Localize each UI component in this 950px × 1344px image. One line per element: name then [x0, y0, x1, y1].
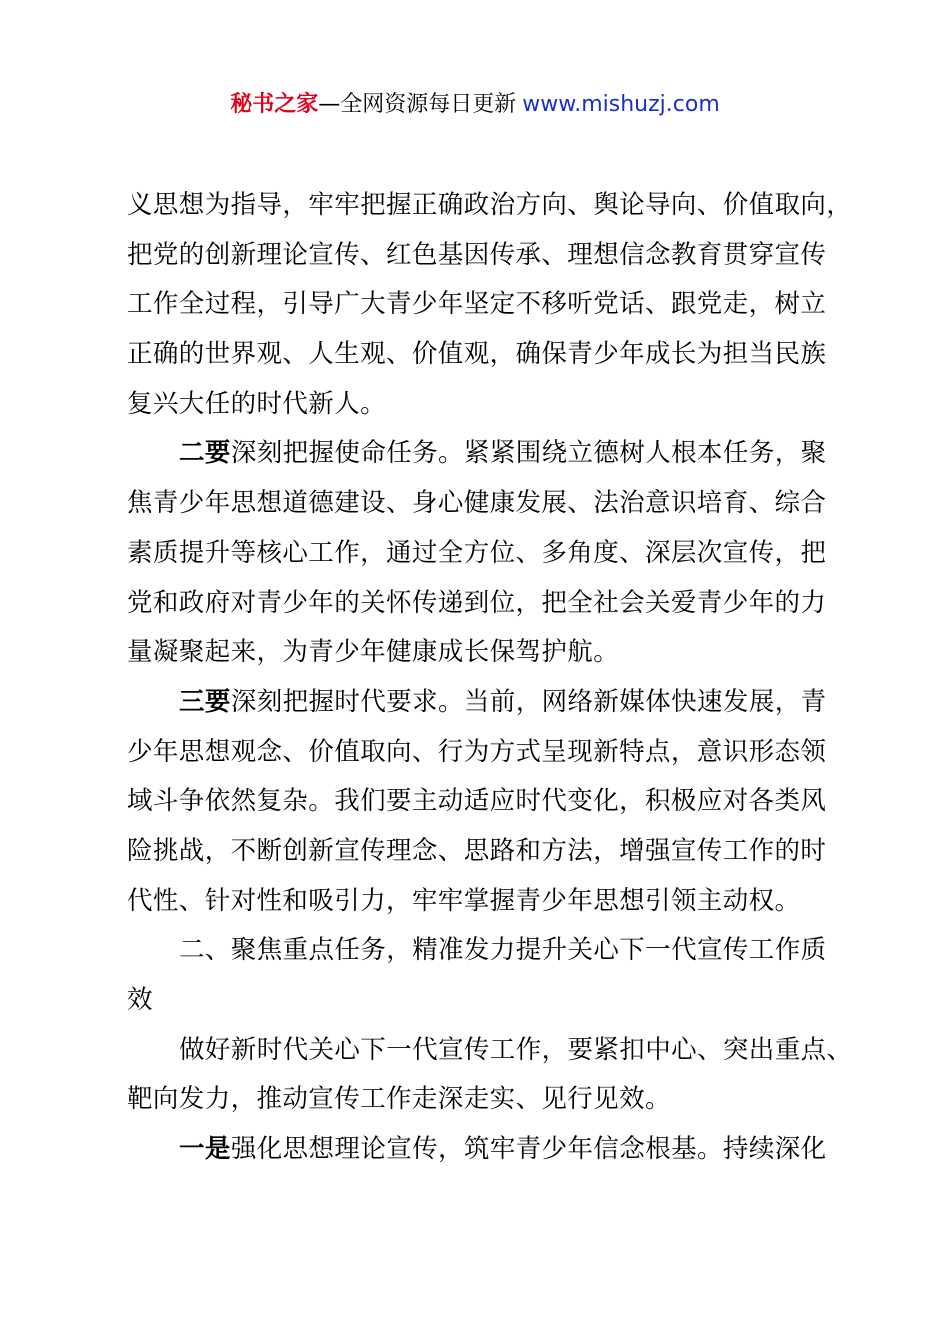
paragraph-lead: 二要: [179, 438, 231, 469]
document-body: [127, 181, 853, 1175]
section-heading-line: 效: [127, 985, 153, 1015]
text-line: 靶向发力，推动宣传工作走深走实、见行见效。: [127, 1084, 671, 1115]
text-line: 焦青少年思想道德建设、身心健康发展、法治意识培育、综合: [127, 488, 827, 519]
paragraph-start-line: 做好新时代关心下一代宣传工作，要紧扣中心、突出重点、: [179, 1034, 853, 1065]
text-line: 工作全过程，引导广大青少年坚定不移听党话、跟党走，树立: [127, 289, 827, 320]
paragraph-start-line: 一是强化思想理论宣传，筑牢青少年信念根基。持续深化: [179, 1134, 827, 1165]
text-line: 素质提升等核心工作，通过全方位、多角度、深层次宣传，把: [127, 537, 827, 568]
site-url-link[interactable]: www.mishuzj.com: [522, 92, 720, 117]
paragraph-start-line: 三要深刻把握时代要求。当前，网络新媒体快速发展，青: [179, 686, 827, 717]
text-line: 险挑战，不断创新宣传理念、思路和方法，增强宣传工作的时: [127, 835, 827, 866]
section-heading-line: 二、聚焦重点任务，精准发力提升关心下一代宣传工作质: [179, 935, 827, 966]
text-line: 量凝聚起来，为青少年健康成长保驾护航。: [127, 637, 620, 668]
page-header: [0, 88, 950, 122]
text-line: 代性、针对性和吸引力，牢牢掌握青少年思想引领主动权。: [127, 885, 801, 916]
text-line: 党和政府对青少年的关怀传递到位，把全社会关爱青少年的力: [127, 587, 827, 618]
text-line: 少年思想观念、价值取向、行为方式呈现新特点，意识形态领: [127, 736, 827, 767]
paragraph-start-line: 二要深刻把握使命任务。紧紧围绕立德树人根本任务，聚: [179, 438, 827, 469]
text-line: 正确的世界观、人生观、价值观，确保青少年成长为担当民族: [127, 339, 827, 370]
site-brand: 秘书之家: [230, 92, 319, 117]
text-line: 把党的创新理论宣传、红色基因传承、理想信念教育贯穿宣传: [127, 239, 827, 270]
paragraph-lead: 一是: [179, 1134, 231, 1165]
text-line: 域斗争依然复杂。我们要主动适应时代变化，积极应对各类风: [127, 786, 827, 817]
paragraph-lead: 三要: [179, 686, 231, 717]
text-line: 义思想为指导，牢牢把握正确政治方向、舆论导向、价值取向，: [127, 190, 853, 220]
site-tagline: —全网资源每日更新: [318, 92, 517, 117]
text-line: 复兴大任的时代新人。: [127, 388, 387, 419]
